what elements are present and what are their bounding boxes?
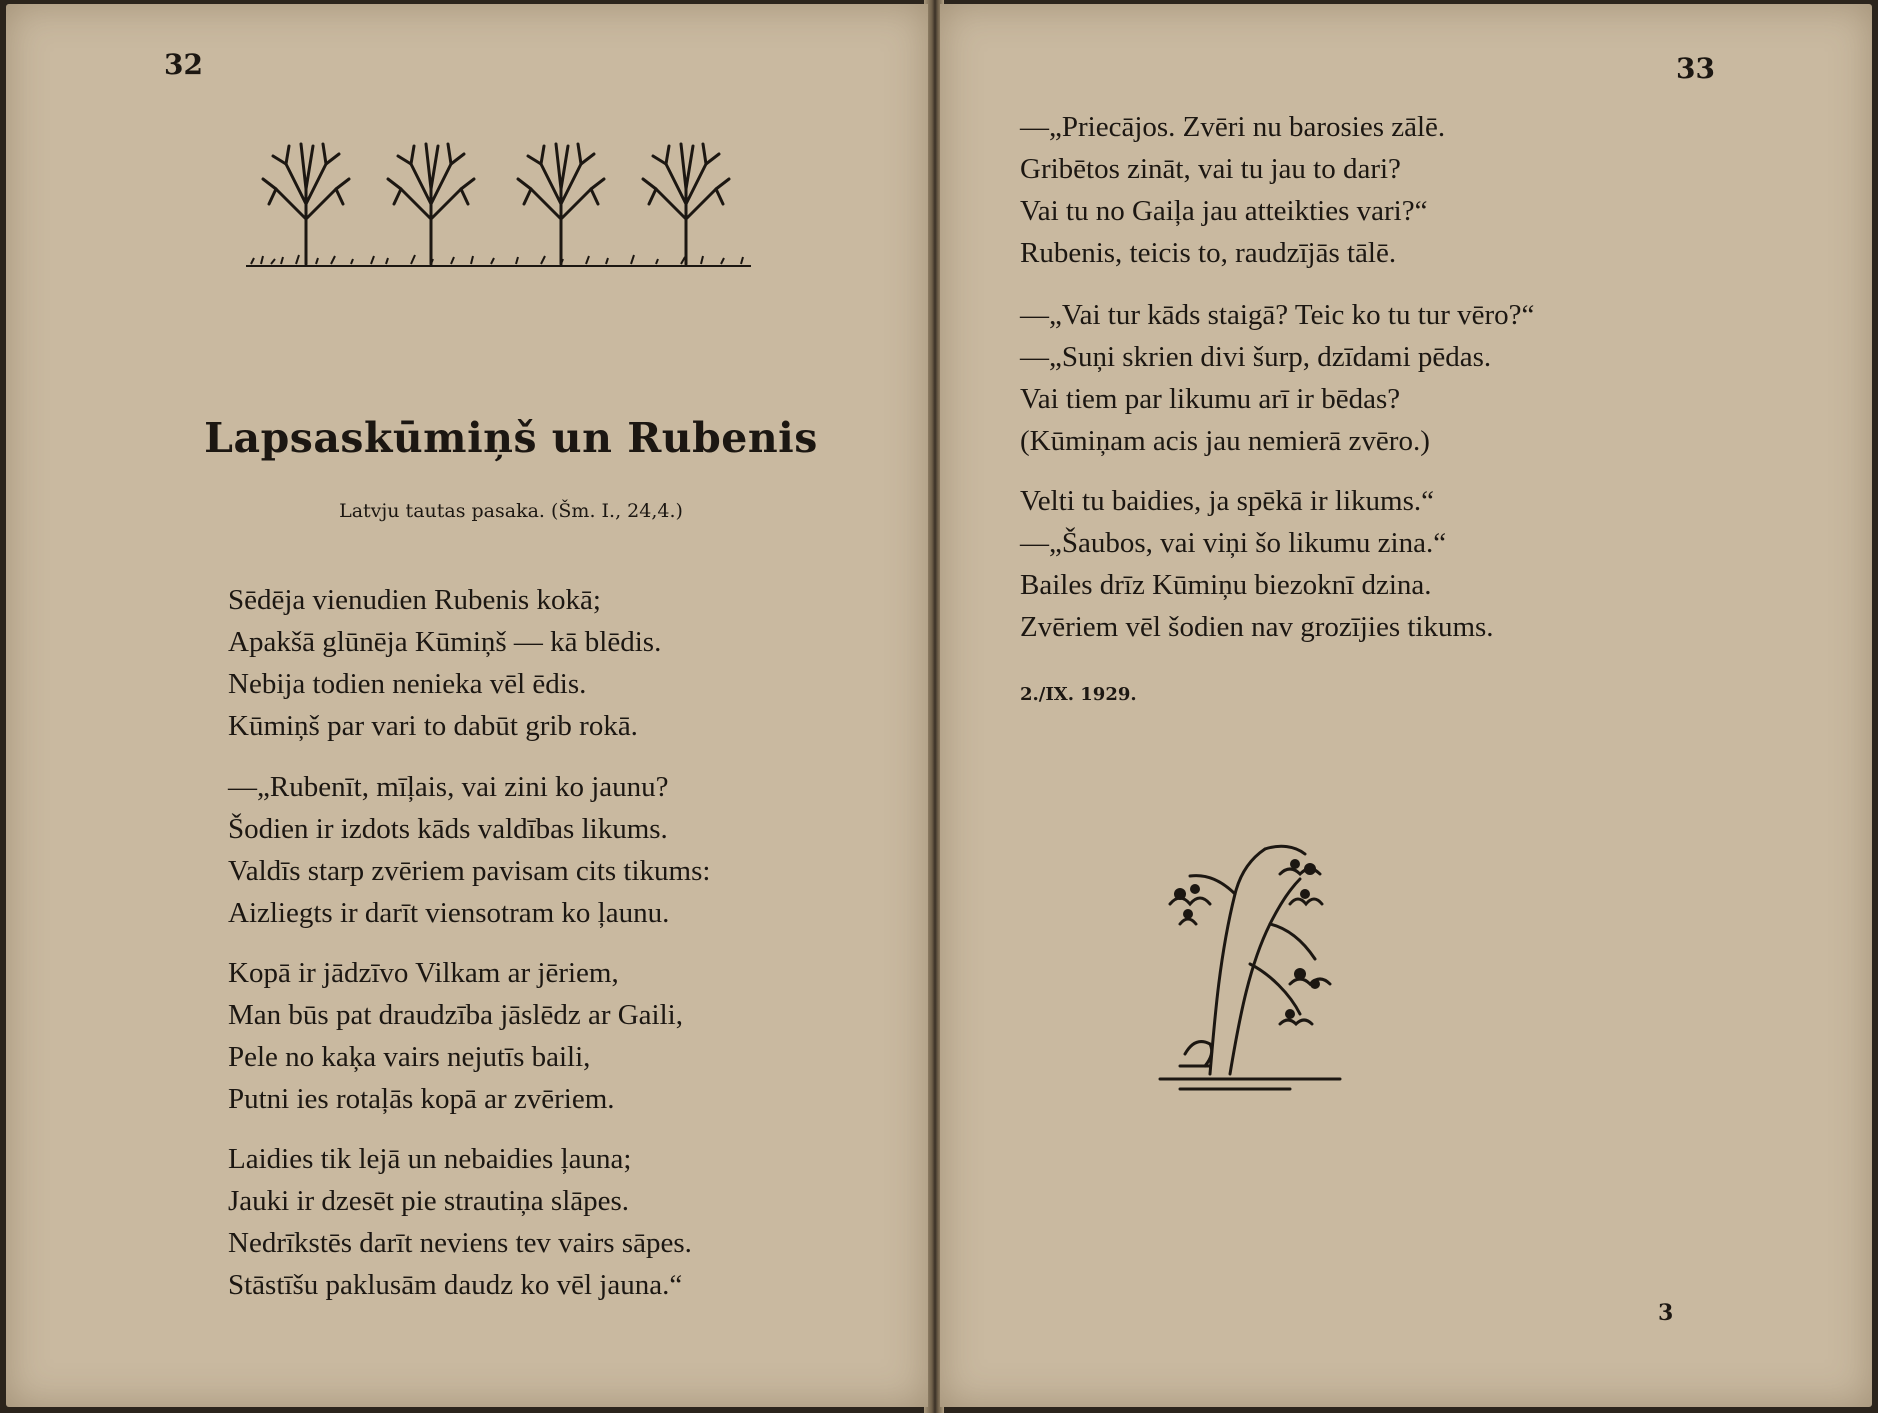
stanza-right-2 xyxy=(1020,294,1534,462)
right-page xyxy=(940,4,1872,1407)
poem-line: —„Priecājos. Zvēri nu barosies zālē. xyxy=(1020,111,1446,143)
poem-line: Sēdēja vienudien Rubenis kokā; xyxy=(228,584,601,616)
poem-line: —„Šaubos, vai viņi šo likumu zina.“ xyxy=(1020,527,1447,559)
poem-title: Lapsaskūmiņš un Rubenis xyxy=(204,414,818,462)
signature-number: 3 xyxy=(1658,1300,1674,1326)
stanza-right-3 xyxy=(1020,480,1494,648)
poem-line: Gribētos zināt, vai tu jau to dari? xyxy=(1020,153,1401,185)
poem-line: Pele no kaķa vairs nejutīs baili, xyxy=(228,1041,591,1073)
stanza-left-1 xyxy=(228,579,661,747)
poem-line: Vai tiem par likumu arī ir bēdas? xyxy=(1020,383,1401,415)
poem-line: Valdīs starp zvēriem pavisam cits tikums: xyxy=(228,855,711,887)
poem-line: Nedrīkstēs darīt neviens tev vairs sāpes. xyxy=(228,1227,692,1259)
tree-with-fox-icon xyxy=(1140,834,1380,1094)
stanza-left-2 xyxy=(228,766,710,934)
poem-line: —„Vai tur kāds staigā? Teic ko tu tur vēro?“ xyxy=(1020,299,1535,331)
poem-line: Zvēriem vēl šodien nav grozījies tikums. xyxy=(1020,611,1494,643)
stanza-left-3 xyxy=(228,952,683,1120)
poem-line: Stāstīšu paklusām daudz ko vēl jauna.“ xyxy=(228,1269,683,1301)
poem-date: 2./IX. 1929. xyxy=(1020,684,1137,705)
page-number-left: 32 xyxy=(164,48,203,81)
poem-line: —„Rubenīt, mīļais, vai zini ko jaunu? xyxy=(228,771,669,803)
poem-line: Aizliegts ir darīt viensotram ko ļaunu. xyxy=(228,897,670,929)
poem-line: (Kūmiņam acis jau nemierā zvēro.) xyxy=(1020,425,1430,457)
poem-line: Vai tu no Gaiļa jau atteikties vari?“ xyxy=(1020,195,1428,227)
poem-line: Putni ies rotaļās kopā ar zvēriem. xyxy=(228,1083,615,1115)
poem-line: Kopā ir jādzīvo Vilkam ar jēriem, xyxy=(228,957,619,989)
poem-line: Velti tu baidies, ja spēkā ir likums.“ xyxy=(1020,485,1434,517)
left-page xyxy=(6,4,928,1407)
poem-line: Jauki ir dzesēt pie strautiņa slāpes. xyxy=(228,1185,630,1217)
poem-line: Apakšā glūnēja Kūmiņš — kā blēdis. xyxy=(228,626,662,658)
page-number-right: 33 xyxy=(1676,52,1715,85)
poem-line: Nebija todien nenieka vēl ēdis. xyxy=(228,668,587,700)
poem-line: Man būs pat draudzība jāslēdz ar Gaili, xyxy=(228,999,683,1031)
poem-line: Kūmiņš par vari to dabūt grib rokā. xyxy=(228,710,638,742)
poem-line: —„Suņi skrien divi šurp, dzīdami pēdas. xyxy=(1020,341,1492,373)
four-bare-trees-icon xyxy=(241,124,761,274)
poem-line: Rubenis, teicis to, raudzījās tālē. xyxy=(1020,237,1397,269)
poem-subtitle: Latvju tautas pasaka. (Šm. I., 24,4.) xyxy=(339,500,683,522)
stanza-right-1 xyxy=(1020,106,1445,274)
stanza-left-4 xyxy=(228,1138,692,1306)
poem-line: Šodien ir izdots kāds valdības likums. xyxy=(228,813,668,845)
poem-line: Laidies tik lejā un nebaidies ļauna; xyxy=(228,1143,632,1175)
poem-line: Bailes drīz Kūmiņu biezoknī dzina. xyxy=(1020,569,1432,601)
